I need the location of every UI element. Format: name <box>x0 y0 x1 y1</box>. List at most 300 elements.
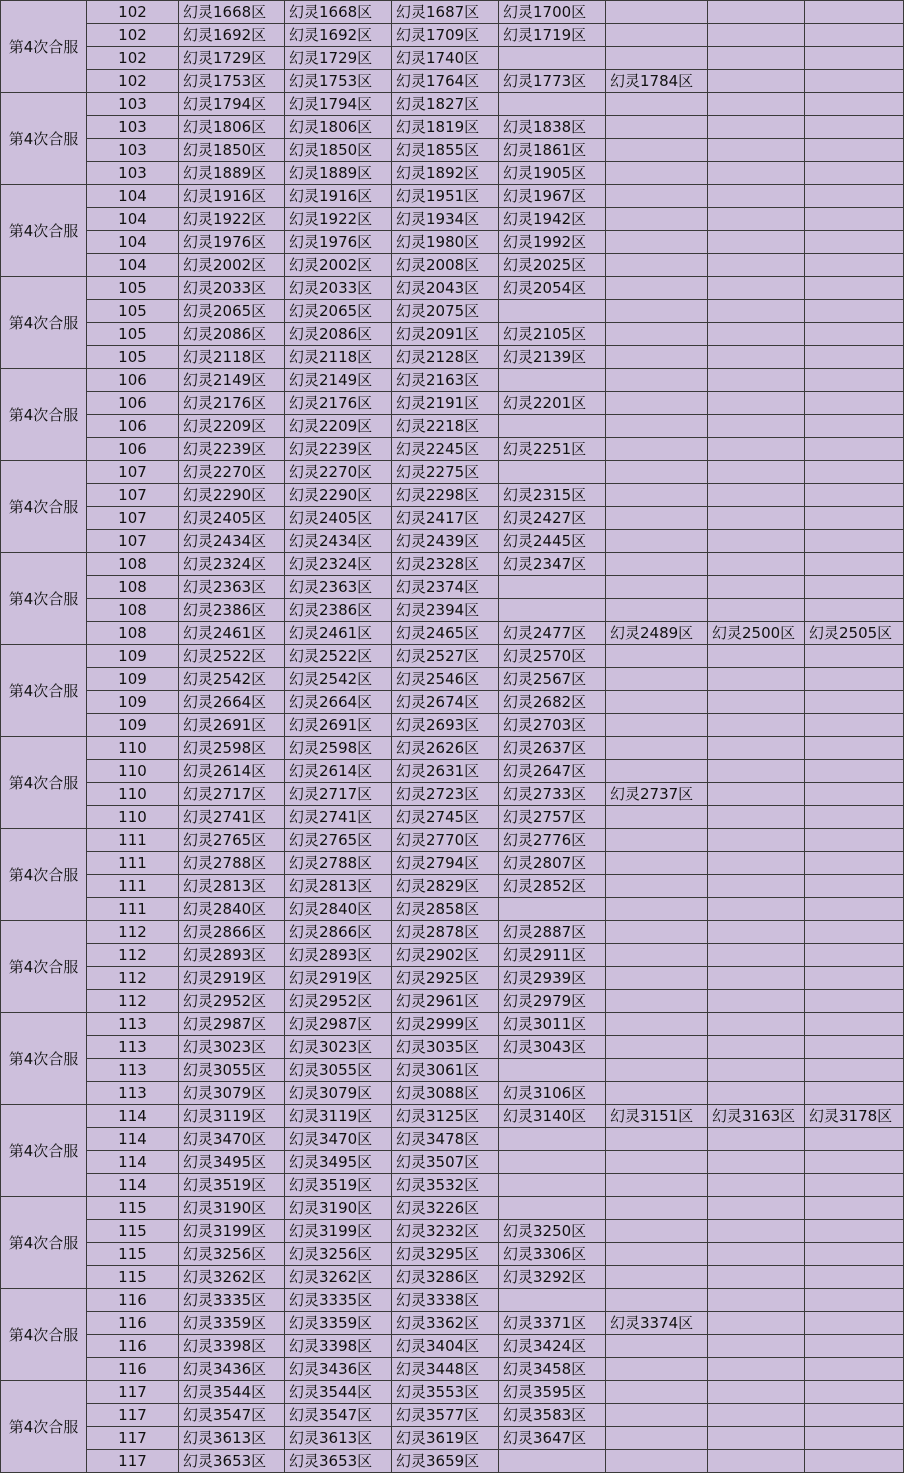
table-row <box>1 921 904 944</box>
server-cell <box>805 576 904 599</box>
server-cell: 幻灵2723区 <box>392 783 499 806</box>
table-row <box>1 300 904 323</box>
server-cell: 幻灵2765区 <box>285 829 392 852</box>
server-cell <box>805 116 904 139</box>
server-cell: 幻灵1692区 <box>179 24 285 47</box>
server-cell <box>606 1197 708 1220</box>
group-number: 107 <box>87 507 179 530</box>
server-cell <box>805 691 904 714</box>
server-cell: 幻灵1855区 <box>392 139 499 162</box>
server-cell <box>499 1197 606 1220</box>
server-cell <box>606 967 708 990</box>
server-cell: 幻灵2961区 <box>392 990 499 1013</box>
server-cell: 幻灵1976区 <box>179 231 285 254</box>
table-row <box>1 829 904 852</box>
server-cell <box>805 553 904 576</box>
server-cell: 幻灵3398区 <box>179 1335 285 1358</box>
group-number: 109 <box>87 691 179 714</box>
server-cell <box>708 346 805 369</box>
table-row <box>1 1289 904 1312</box>
table-row <box>1 967 904 990</box>
table-row <box>1 691 904 714</box>
server-cell: 幻灵1753区 <box>179 70 285 93</box>
server-cell <box>805 1197 904 1220</box>
server-cell <box>805 921 904 944</box>
table-row <box>1 1082 904 1105</box>
server-cell: 幻灵3553区 <box>392 1381 499 1404</box>
server-cell: 幻灵3199区 <box>179 1220 285 1243</box>
server-cell <box>606 369 708 392</box>
server-cell: 幻灵3079区 <box>179 1082 285 1105</box>
server-cell <box>606 139 708 162</box>
server-cell <box>606 1450 708 1473</box>
table-row <box>1 806 904 829</box>
server-cell <box>805 1427 904 1450</box>
server-cell: 幻灵2893区 <box>285 944 392 967</box>
group-number: 110 <box>87 760 179 783</box>
server-cell <box>708 277 805 300</box>
server-cell: 幻灵3577区 <box>392 1404 499 1427</box>
server-cell: 幻灵1861区 <box>499 139 606 162</box>
server-cell: 幻灵2840区 <box>285 898 392 921</box>
server-cell: 幻灵1916区 <box>285 185 392 208</box>
server-cell <box>805 1128 904 1151</box>
group-number: 103 <box>87 93 179 116</box>
server-cell: 幻灵2043区 <box>392 277 499 300</box>
server-cell: 幻灵2209区 <box>179 415 285 438</box>
server-cell <box>499 599 606 622</box>
table-row <box>1 714 904 737</box>
server-cell: 幻灵2852区 <box>499 875 606 898</box>
server-cell: 幻灵3653区 <box>179 1450 285 1473</box>
server-cell <box>606 300 708 323</box>
server-cell: 幻灵2757区 <box>499 806 606 829</box>
server-cell: 幻灵1794区 <box>285 93 392 116</box>
server-cell: 幻灵1668区 <box>285 1 392 24</box>
server-cell <box>805 1151 904 1174</box>
group-number: 110 <box>87 737 179 760</box>
server-cell: 幻灵2209区 <box>285 415 392 438</box>
server-cell <box>606 1220 708 1243</box>
server-cell: 幻灵1922区 <box>179 208 285 231</box>
server-cell <box>708 737 805 760</box>
server-cell <box>708 783 805 806</box>
server-cell: 幻灵2829区 <box>392 875 499 898</box>
server-cell: 幻灵3035区 <box>392 1036 499 1059</box>
server-cell <box>805 415 904 438</box>
merge-round-label: 第4次合服 <box>1 1289 87 1381</box>
server-cell: 幻灵2002区 <box>285 254 392 277</box>
group-number: 105 <box>87 323 179 346</box>
server-cell: 幻灵3458区 <box>499 1358 606 1381</box>
server-cell: 幻灵3404区 <box>392 1335 499 1358</box>
server-cell <box>805 783 904 806</box>
table-row <box>1 1013 904 1036</box>
table-row <box>1 875 904 898</box>
server-cell: 幻灵1889区 <box>179 162 285 185</box>
server-cell <box>708 645 805 668</box>
server-cell <box>708 599 805 622</box>
server-cell <box>606 93 708 116</box>
server-cell: 幻灵3190区 <box>285 1197 392 1220</box>
server-cell: 幻灵3250区 <box>499 1220 606 1243</box>
table-row <box>1 484 904 507</box>
table-row <box>1 415 904 438</box>
table-row <box>1 208 904 231</box>
server-cell: 幻灵2693区 <box>392 714 499 737</box>
server-cell: 幻灵1806区 <box>179 116 285 139</box>
server-cell <box>805 806 904 829</box>
server-cell: 幻灵3359区 <box>179 1312 285 1335</box>
server-cell <box>708 162 805 185</box>
server-cell: 幻灵2664区 <box>179 691 285 714</box>
table-row <box>1 737 904 760</box>
server-cell: 幻灵3653区 <box>285 1450 392 1473</box>
server-cell <box>606 760 708 783</box>
server-cell <box>606 1404 708 1427</box>
group-number: 109 <box>87 645 179 668</box>
server-cell: 幻灵3088区 <box>392 1082 499 1105</box>
server-cell <box>606 599 708 622</box>
server-cell: 幻灵2733区 <box>499 783 606 806</box>
server-cell <box>606 944 708 967</box>
server-cell: 幻灵1922区 <box>285 208 392 231</box>
group-number: 114 <box>87 1174 179 1197</box>
server-cell: 幻灵2386区 <box>179 599 285 622</box>
server-cell <box>805 1312 904 1335</box>
group-number: 112 <box>87 944 179 967</box>
table-row <box>1 1151 904 1174</box>
server-cell <box>499 47 606 70</box>
group-number: 103 <box>87 116 179 139</box>
server-cell: 幻灵2987区 <box>179 1013 285 1036</box>
group-number: 112 <box>87 967 179 990</box>
table-row <box>1 254 904 277</box>
server-cell <box>708 1059 805 1082</box>
server-cell <box>708 139 805 162</box>
server-cell <box>708 1013 805 1036</box>
server-cell: 幻灵1692区 <box>285 24 392 47</box>
server-cell: 幻灵1753区 <box>285 70 392 93</box>
group-number: 117 <box>87 1404 179 1427</box>
group-number: 110 <box>87 806 179 829</box>
server-cell: 幻灵2788区 <box>285 852 392 875</box>
group-number: 116 <box>87 1289 179 1312</box>
server-cell: 幻灵2239区 <box>179 438 285 461</box>
server-cell <box>708 1312 805 1335</box>
server-cell: 幻灵2887区 <box>499 921 606 944</box>
server-cell: 幻灵2465区 <box>392 622 499 645</box>
server-cell: 幻灵1794区 <box>179 93 285 116</box>
server-cell: 幻灵3519区 <box>179 1174 285 1197</box>
server-cell <box>606 1128 708 1151</box>
server-cell <box>708 231 805 254</box>
server-cell <box>805 484 904 507</box>
server-cell: 幻灵2417区 <box>392 507 499 530</box>
server-cell: 幻灵2813区 <box>179 875 285 898</box>
merge-round-label: 第4次合服 <box>1 277 87 369</box>
server-cell: 幻灵3507区 <box>392 1151 499 1174</box>
server-cell <box>606 1243 708 1266</box>
server-cell: 幻灵2626区 <box>392 737 499 760</box>
server-cell: 幻灵3478区 <box>392 1128 499 1151</box>
server-cell: 幻灵3647区 <box>499 1427 606 1450</box>
server-cell: 幻灵3140区 <box>499 1105 606 1128</box>
merge-round-label: 第4次合服 <box>1 1105 87 1197</box>
server-cell: 幻灵3306区 <box>499 1243 606 1266</box>
server-cell: 幻灵3436区 <box>179 1358 285 1381</box>
server-cell <box>708 254 805 277</box>
group-number: 114 <box>87 1151 179 1174</box>
group-number: 106 <box>87 415 179 438</box>
table-row <box>1 277 904 300</box>
server-cell <box>606 461 708 484</box>
server-cell <box>805 829 904 852</box>
server-cell <box>499 1128 606 1151</box>
table-row <box>1 323 904 346</box>
server-cell <box>499 93 606 116</box>
table-row <box>1 1197 904 1220</box>
server-cell <box>708 24 805 47</box>
server-cell: 幻灵1729区 <box>179 47 285 70</box>
server-cell: 幻灵3495区 <box>179 1151 285 1174</box>
group-number: 116 <box>87 1358 179 1381</box>
server-cell <box>805 70 904 93</box>
server-cell: 幻灵2952区 <box>285 990 392 1013</box>
server-cell <box>499 1059 606 1082</box>
server-cell: 幻灵2191区 <box>392 392 499 415</box>
server-cell <box>805 760 904 783</box>
server-cell <box>805 530 904 553</box>
server-cell: 幻灵1942区 <box>499 208 606 231</box>
merge-round-label: 第4次合服 <box>1 737 87 829</box>
server-cell: 幻灵2840区 <box>179 898 285 921</box>
table-row <box>1 898 904 921</box>
table-row <box>1 461 904 484</box>
server-cell <box>805 1266 904 1289</box>
server-cell: 幻灵3547区 <box>285 1404 392 1427</box>
server-cell <box>708 116 805 139</box>
table-row <box>1 24 904 47</box>
server-cell <box>805 990 904 1013</box>
server-cell: 幻灵3613区 <box>179 1427 285 1450</box>
server-cell <box>606 806 708 829</box>
server-cell: 幻灵2979区 <box>499 990 606 1013</box>
group-number: 113 <box>87 1013 179 1036</box>
server-cell <box>805 1243 904 1266</box>
server-cell: 幻灵3256区 <box>285 1243 392 1266</box>
server-cell: 幻灵3544区 <box>179 1381 285 1404</box>
server-cell: 幻灵1850区 <box>285 139 392 162</box>
server-cell <box>805 1013 904 1036</box>
server-cell: 幻灵2737区 <box>606 783 708 806</box>
server-cell <box>708 323 805 346</box>
server-cell: 幻灵3371区 <box>499 1312 606 1335</box>
server-cell: 幻灵1687区 <box>392 1 499 24</box>
server-cell: 幻灵2952区 <box>179 990 285 1013</box>
server-cell: 幻灵2149区 <box>285 369 392 392</box>
server-cell <box>606 691 708 714</box>
server-cell <box>708 392 805 415</box>
table-row <box>1 1105 904 1128</box>
group-number: 104 <box>87 208 179 231</box>
server-cell: 幻灵2570区 <box>499 645 606 668</box>
group-number: 111 <box>87 852 179 875</box>
merge-round-label: 第4次合服 <box>1 461 87 553</box>
server-cell <box>606 185 708 208</box>
server-cell: 幻灵2807区 <box>499 852 606 875</box>
server-cell <box>708 1450 805 1473</box>
server-cell: 幻灵2105区 <box>499 323 606 346</box>
server-cell: 幻灵3199区 <box>285 1220 392 1243</box>
server-cell <box>708 1358 805 1381</box>
server-cell <box>708 300 805 323</box>
server-cell <box>708 852 805 875</box>
server-cell: 幻灵2118区 <box>179 346 285 369</box>
server-cell: 幻灵1740区 <box>392 47 499 70</box>
server-cell: 幻灵3023区 <box>179 1036 285 1059</box>
table-row <box>1 1450 904 1473</box>
server-cell: 幻灵3055区 <box>179 1059 285 1082</box>
table-row <box>1 231 904 254</box>
server-cell: 幻灵2347区 <box>499 553 606 576</box>
server-cell <box>708 1220 805 1243</box>
server-cell <box>708 530 805 553</box>
server-cell <box>708 691 805 714</box>
table-row <box>1 369 904 392</box>
server-cell <box>606 829 708 852</box>
group-number: 114 <box>87 1128 179 1151</box>
server-cell <box>606 645 708 668</box>
server-cell: 幻灵1892区 <box>392 162 499 185</box>
server-cell <box>805 438 904 461</box>
server-cell <box>606 1174 708 1197</box>
server-cell <box>805 944 904 967</box>
server-cell: 幻灵2614区 <box>285 760 392 783</box>
server-cell: 幻灵3595区 <box>499 1381 606 1404</box>
server-cell: 幻灵2245区 <box>392 438 499 461</box>
table-row <box>1 645 904 668</box>
server-cell <box>708 967 805 990</box>
server-cell <box>708 1128 805 1151</box>
server-cell: 幻灵2328区 <box>392 553 499 576</box>
server-cell <box>606 714 708 737</box>
server-cell: 幻灵2598区 <box>285 737 392 760</box>
server-cell: 幻灵3190区 <box>179 1197 285 1220</box>
server-cell: 幻灵3544区 <box>285 1381 392 1404</box>
server-cell: 幻灵2149区 <box>179 369 285 392</box>
server-cell: 幻灵1806区 <box>285 116 392 139</box>
table-row <box>1 185 904 208</box>
server-cell <box>805 139 904 162</box>
server-cell <box>606 162 708 185</box>
server-cell <box>708 438 805 461</box>
server-cell: 幻灵2664区 <box>285 691 392 714</box>
server-cell <box>606 990 708 1013</box>
group-number: 108 <box>87 599 179 622</box>
server-cell: 幻灵2911区 <box>499 944 606 967</box>
group-number: 117 <box>87 1427 179 1450</box>
server-cell <box>805 875 904 898</box>
merge-round-label: 第4次合服 <box>1 93 87 185</box>
table-row <box>1 1427 904 1450</box>
server-cell <box>708 1174 805 1197</box>
table-row <box>1 990 904 1013</box>
server-cell: 幻灵1967区 <box>499 185 606 208</box>
server-cell: 幻灵3613区 <box>285 1427 392 1450</box>
table-row <box>1 576 904 599</box>
group-number: 104 <box>87 185 179 208</box>
server-cell <box>606 231 708 254</box>
server-cell: 幻灵3119区 <box>285 1105 392 1128</box>
server-cell: 幻灵1700区 <box>499 1 606 24</box>
server-cell: 幻灵2546区 <box>392 668 499 691</box>
server-cell <box>805 231 904 254</box>
table-row <box>1 1243 904 1266</box>
server-cell <box>708 1404 805 1427</box>
group-number: 105 <box>87 300 179 323</box>
server-cell: 幻灵2505区 <box>805 622 904 645</box>
server-cell <box>606 1059 708 1082</box>
server-cell: 幻灵2427区 <box>499 507 606 530</box>
server-cell: 幻灵2461区 <box>285 622 392 645</box>
server-cell <box>606 507 708 530</box>
server-cell: 幻灵2794区 <box>392 852 499 875</box>
server-cell: 幻灵3470区 <box>179 1128 285 1151</box>
server-cell <box>606 323 708 346</box>
server-cell: 幻灵2542区 <box>285 668 392 691</box>
server-cell <box>606 1082 708 1105</box>
server-cell <box>499 1174 606 1197</box>
server-cell: 幻灵3532区 <box>392 1174 499 1197</box>
server-cell <box>805 967 904 990</box>
table-row <box>1 599 904 622</box>
server-cell: 幻灵2878区 <box>392 921 499 944</box>
group-number: 112 <box>87 921 179 944</box>
server-cell: 幻灵3519区 <box>285 1174 392 1197</box>
table-row <box>1 1266 904 1289</box>
group-number: 102 <box>87 47 179 70</box>
server-cell <box>499 369 606 392</box>
server-cell <box>606 875 708 898</box>
server-cell: 幻灵2939区 <box>499 967 606 990</box>
merge-round-label: 第4次合服 <box>1 185 87 277</box>
server-cell <box>708 875 805 898</box>
group-number: 108 <box>87 576 179 599</box>
server-cell: 幻灵2522区 <box>285 645 392 668</box>
server-cell: 幻灵1819区 <box>392 116 499 139</box>
table-row <box>1 1312 904 1335</box>
server-cell <box>805 392 904 415</box>
server-cell <box>805 1174 904 1197</box>
server-cell <box>805 1220 904 1243</box>
server-cell: 幻灵2858区 <box>392 898 499 921</box>
server-cell: 幻灵3659区 <box>392 1450 499 1473</box>
group-number: 115 <box>87 1220 179 1243</box>
server-cell: 幻灵2315区 <box>499 484 606 507</box>
server-cell: 幻灵2637区 <box>499 737 606 760</box>
server-cell: 幻灵2405区 <box>285 507 392 530</box>
server-cell <box>708 369 805 392</box>
server-cell: 幻灵2717区 <box>285 783 392 806</box>
server-cell <box>805 461 904 484</box>
server-cell: 幻灵2251区 <box>499 438 606 461</box>
server-cell <box>606 1 708 24</box>
server-cell <box>499 1289 606 1312</box>
server-cell: 幻灵3448区 <box>392 1358 499 1381</box>
server-cell <box>708 944 805 967</box>
merge-round-label: 第4次合服 <box>1 1 87 93</box>
